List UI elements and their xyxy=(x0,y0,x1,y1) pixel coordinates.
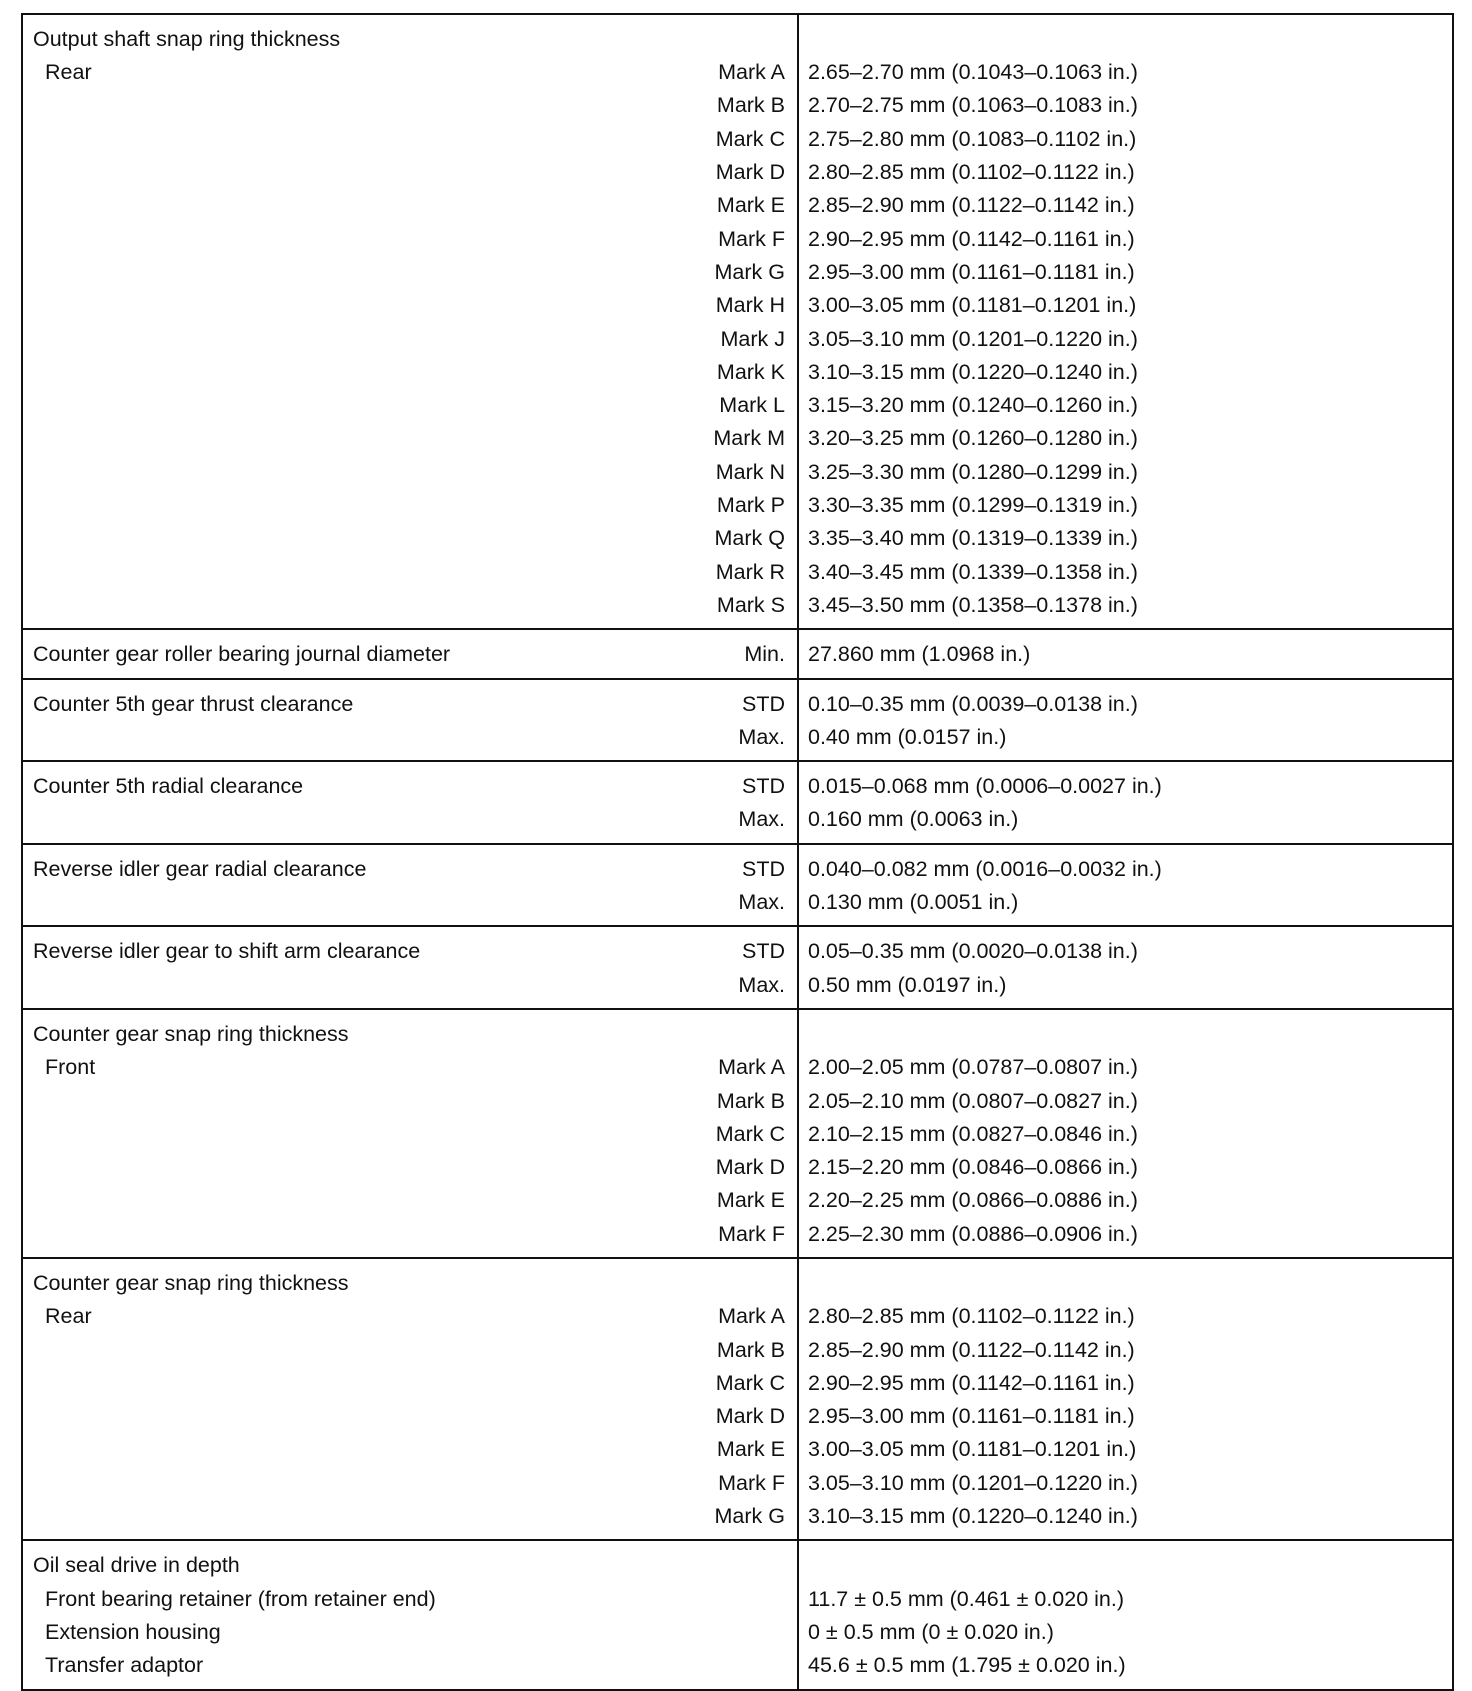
spec-sublabel: Front xyxy=(45,1055,96,1080)
spec-value: 0.50 mm (0.0197 in.) xyxy=(808,972,1007,997)
mark-label: Mark F xyxy=(718,1221,785,1246)
mark-label: Mark G xyxy=(714,259,785,284)
spec-section xyxy=(23,15,1452,628)
spec-row-left xyxy=(23,1151,798,1184)
spec-value: 2.80–2.85 mm (0.1102–0.1122 in.) xyxy=(808,160,1135,185)
mark-label: Mark A xyxy=(718,60,785,85)
mark-label: Mark J xyxy=(720,326,785,351)
spec-qualifier: Max. xyxy=(738,724,785,749)
mark-label: Mark M xyxy=(713,426,785,451)
spec-row-left xyxy=(23,1500,798,1533)
spec-row-left xyxy=(23,289,798,322)
spec-row xyxy=(23,289,1452,322)
mark-label: Mark C xyxy=(715,126,785,151)
spec-row-left xyxy=(23,1616,798,1649)
spec-value: 2.70–2.75 mm (0.1063–0.1083 in.) xyxy=(808,93,1138,118)
spec-sublabel: Rear xyxy=(45,1304,92,1329)
spec-title: Counter gear roller bearing journal diameter xyxy=(33,642,451,667)
spec-row xyxy=(23,638,1452,671)
spec-row xyxy=(23,589,1452,622)
mark-label: Mark L xyxy=(719,393,785,418)
spec-sublabel: Transfer adaptor xyxy=(45,1653,204,1678)
spec-title: Counter gear snap ring thickness xyxy=(33,1270,349,1295)
mark-label: Mark K xyxy=(716,359,785,384)
spec-qualifier: STD xyxy=(742,939,785,964)
spec-section xyxy=(23,1257,1452,1539)
spec-row-left xyxy=(23,423,798,456)
spec-row xyxy=(23,156,1452,189)
spec-row-left xyxy=(23,489,798,522)
spec-row xyxy=(23,935,1452,968)
spec-row xyxy=(23,1185,1452,1218)
spec-row xyxy=(23,1367,1452,1400)
spec-value: 3.00–3.05 mm (0.1181–0.1201 in.) xyxy=(808,293,1137,318)
spec-row xyxy=(23,56,1452,89)
spec-row-left xyxy=(23,56,798,89)
spec-value: 2.75–2.80 mm (0.1083–0.1102 in.) xyxy=(808,126,1137,151)
spec-row xyxy=(23,1400,1452,1433)
spec-row xyxy=(23,323,1452,356)
spec-section xyxy=(23,1539,1452,1688)
mark-label: Mark F xyxy=(718,1470,785,1495)
mark-label: Mark B xyxy=(716,93,785,118)
mark-label: Mark A xyxy=(718,1055,785,1080)
spec-value: 3.20–3.25 mm (0.1260–0.1280 in.) xyxy=(808,426,1138,451)
spec-row-left xyxy=(23,1185,798,1218)
spec-row-left xyxy=(23,1400,798,1433)
mark-label: Mark D xyxy=(715,1155,785,1180)
spec-title: Counter 5th radial clearance xyxy=(33,774,304,799)
spec-row xyxy=(23,1267,1452,1300)
spec-section xyxy=(23,628,1452,677)
spec-qualifier: Min. xyxy=(744,642,785,667)
spec-value: 0.130 mm (0.0051 in.) xyxy=(808,890,1019,915)
spec-table xyxy=(21,13,1454,1691)
spec-row-left xyxy=(23,1367,798,1400)
spec-row xyxy=(23,969,1452,1002)
spec-row xyxy=(23,189,1452,222)
spec-row-left xyxy=(23,1085,798,1118)
mark-label: Mark E xyxy=(716,193,785,218)
spec-value: 3.05–3.10 mm (0.1201–0.1220 in.) xyxy=(808,1470,1138,1495)
spec-section xyxy=(23,925,1452,1008)
spec-row xyxy=(23,123,1452,156)
spec-title: Output shaft snap ring thickness xyxy=(33,26,341,51)
spec-row xyxy=(23,522,1452,555)
spec-value: 0.05–0.35 mm (0.0020–0.0138 in.) xyxy=(808,939,1138,964)
spec-value: 2.95–3.00 mm (0.1161–0.1181 in.) xyxy=(808,1404,1135,1429)
mark-label: Mark C xyxy=(715,1370,785,1395)
spec-row-left xyxy=(23,1218,798,1251)
spec-value: 3.15–3.20 mm (0.1240–0.1260 in.) xyxy=(808,393,1138,418)
spec-row-left xyxy=(23,804,798,837)
mark-label: Mark Q xyxy=(714,526,785,551)
spec-row xyxy=(23,90,1452,123)
spec-row xyxy=(23,356,1452,389)
spec-value: 0.40 mm (0.0157 in.) xyxy=(808,724,1007,749)
spec-title: Reverse idler gear radial clearance xyxy=(33,856,367,881)
mark-label: Mark P xyxy=(716,493,785,518)
mark-label: Mark B xyxy=(716,1337,785,1362)
spec-section xyxy=(23,678,1452,761)
spec-row-left xyxy=(23,223,798,256)
spec-row-left xyxy=(23,721,798,754)
spec-qualifier: Max. xyxy=(738,890,785,915)
spec-value: 3.00–3.05 mm (0.1181–0.1201 in.) xyxy=(808,1437,1137,1462)
spec-value: 0.040–0.082 mm (0.0016–0.0032 in.) xyxy=(808,856,1162,881)
spec-qualifier: STD xyxy=(742,691,785,716)
spec-row-left xyxy=(23,1051,798,1084)
spec-row-left xyxy=(23,770,798,803)
spec-row-left xyxy=(23,1018,798,1051)
spec-row xyxy=(23,1300,1452,1333)
spec-row xyxy=(23,423,1452,456)
spec-sections xyxy=(23,15,1452,1689)
spec-row-left xyxy=(23,853,798,886)
spec-row-left xyxy=(23,123,798,156)
spec-row xyxy=(23,489,1452,522)
spec-value: 2.65–2.70 mm (0.1043–0.1063 in.) xyxy=(808,60,1138,85)
spec-qualifier: STD xyxy=(742,856,785,881)
mark-label: Mark G xyxy=(714,1504,785,1529)
spec-row xyxy=(23,804,1452,837)
spec-section xyxy=(23,760,1452,843)
spec-row-left xyxy=(23,323,798,356)
spec-row xyxy=(23,688,1452,721)
spec-row xyxy=(23,1118,1452,1151)
spec-sublabel: Rear xyxy=(45,60,92,85)
spec-value: 3.05–3.10 mm (0.1201–0.1220 in.) xyxy=(808,326,1138,351)
mark-label: Mark B xyxy=(716,1088,785,1113)
spec-sublabel: Extension housing xyxy=(45,1619,221,1644)
spec-row xyxy=(23,1018,1452,1051)
spec-row-left xyxy=(23,1467,798,1500)
spec-value: 2.00–2.05 mm (0.0787–0.0807 in.) xyxy=(808,1055,1138,1080)
spec-row-left xyxy=(23,1300,798,1333)
spec-value: 2.05–2.10 mm (0.0807–0.0827 in.) xyxy=(808,1088,1138,1113)
mark-label: Mark F xyxy=(718,226,785,251)
spec-value: 3.35–3.40 mm (0.1319–0.1339 in.) xyxy=(808,526,1138,551)
spec-row-left xyxy=(23,256,798,289)
spec-row-left xyxy=(23,90,798,123)
spec-value: 11.7 ± 0.5 mm (0.461 ± 0.020 in.) xyxy=(808,1586,1125,1611)
spec-row-left xyxy=(23,1549,798,1582)
spec-value: 27.860 mm (1.0968 in.) xyxy=(808,642,1031,667)
spec-value: 2.25–2.30 mm (0.0886–0.0906 in.) xyxy=(808,1221,1138,1246)
spec-qualifier: STD xyxy=(742,774,785,799)
spec-row-left xyxy=(23,886,798,919)
spec-value: 2.85–2.90 mm (0.1122–0.1142 in.) xyxy=(808,1337,1135,1362)
spec-value: 3.10–3.15 mm (0.1220–0.1240 in.) xyxy=(808,1504,1138,1529)
spec-row xyxy=(23,1467,1452,1500)
spec-title: Counter gear snap ring thickness xyxy=(33,1021,349,1046)
mark-label: Mark A xyxy=(718,1304,785,1329)
spec-row xyxy=(23,556,1452,589)
spec-row xyxy=(23,1549,1452,1582)
spec-row-left xyxy=(23,1434,798,1467)
spec-row-left xyxy=(23,389,798,422)
spec-value: 3.25–3.30 mm (0.1280–0.1299 in.) xyxy=(808,459,1138,484)
spec-row xyxy=(23,770,1452,803)
spec-row-left xyxy=(23,1334,798,1367)
spec-title: Counter 5th gear thrust clearance xyxy=(33,691,354,716)
spec-row xyxy=(23,853,1452,886)
mark-label: Mark N xyxy=(715,459,785,484)
spec-row xyxy=(23,1151,1452,1184)
spec-row-left xyxy=(23,935,798,968)
spec-value: 0.10–0.35 mm (0.0039–0.0138 in.) xyxy=(808,691,1138,716)
spec-row xyxy=(23,1218,1452,1251)
spec-row-left xyxy=(23,556,798,589)
spec-value: 0 ± 0.5 mm (0 ± 0.020 in.) xyxy=(808,1619,1054,1644)
spec-sublabel: Front bearing retainer (from retainer end) xyxy=(45,1586,436,1611)
spec-value: 2.90–2.95 mm (0.1142–0.1161 in.) xyxy=(808,226,1135,251)
spec-value: 3.40–3.45 mm (0.1339–0.1358 in.) xyxy=(808,559,1138,584)
mark-label: Mark E xyxy=(716,1437,785,1462)
spec-row xyxy=(23,223,1452,256)
spec-row xyxy=(23,1434,1452,1467)
spec-title: Oil seal drive in depth xyxy=(33,1553,240,1578)
spec-row xyxy=(23,1500,1452,1533)
spec-row xyxy=(23,456,1452,489)
mark-label: Mark R xyxy=(715,559,785,584)
spec-value: 3.10–3.15 mm (0.1220–0.1240 in.) xyxy=(808,359,1138,384)
spec-value: 3.45–3.50 mm (0.1358–0.1378 in.) xyxy=(808,592,1138,617)
mark-label: Mark H xyxy=(715,293,785,318)
spec-value: 45.6 ± 0.5 mm (1.795 ± 0.020 in.) xyxy=(808,1653,1126,1678)
spec-row xyxy=(23,389,1452,422)
spec-value: 3.30–3.35 mm (0.1299–0.1319 in.) xyxy=(808,493,1138,518)
spec-title: Reverse idler gear to shift arm clearance xyxy=(33,939,421,964)
spec-row xyxy=(23,1334,1452,1367)
spec-value: 2.95–3.00 mm (0.1161–0.1181 in.) xyxy=(808,259,1135,284)
spec-value: 2.20–2.25 mm (0.0866–0.0886 in.) xyxy=(808,1188,1138,1213)
spec-row-left xyxy=(23,1118,798,1151)
spec-row xyxy=(23,23,1452,56)
mark-label: Mark D xyxy=(715,1404,785,1429)
mark-label: Mark E xyxy=(716,1188,785,1213)
spec-row-left xyxy=(23,688,798,721)
spec-value: 2.85–2.90 mm (0.1122–0.1142 in.) xyxy=(808,193,1135,218)
spec-value: 0.160 mm (0.0063 in.) xyxy=(808,807,1019,832)
spec-row-left xyxy=(23,522,798,555)
spec-row-left xyxy=(23,23,798,56)
mark-label: Mark S xyxy=(716,592,785,617)
spec-section xyxy=(23,843,1452,926)
spec-row xyxy=(23,721,1452,754)
spec-row xyxy=(23,1583,1452,1616)
spec-qualifier: Max. xyxy=(738,972,785,997)
spec-section xyxy=(23,1008,1452,1257)
spec-value: 2.80–2.85 mm (0.1102–0.1122 in.) xyxy=(808,1304,1135,1329)
spec-row-left xyxy=(23,1267,798,1300)
spec-row-left xyxy=(23,638,798,671)
spec-row-left xyxy=(23,1583,798,1616)
spec-row-left xyxy=(23,156,798,189)
spec-row xyxy=(23,256,1452,289)
spec-row xyxy=(23,886,1452,919)
spec-row xyxy=(23,1649,1452,1682)
spec-value: 0.015–0.068 mm (0.0006–0.0027 in.) xyxy=(808,774,1162,799)
mark-label: Mark C xyxy=(715,1121,785,1146)
spec-row xyxy=(23,1051,1452,1084)
spec-row xyxy=(23,1616,1452,1649)
spec-row-left xyxy=(23,456,798,489)
spec-value: 2.10–2.15 mm (0.0827–0.0846 in.) xyxy=(808,1121,1138,1146)
spec-row xyxy=(23,1085,1452,1118)
spec-row-left xyxy=(23,189,798,222)
spec-row-left xyxy=(23,589,798,622)
mark-label: Mark D xyxy=(715,160,785,185)
spec-row-left xyxy=(23,356,798,389)
spec-value: 2.15–2.20 mm (0.0846–0.0866 in.) xyxy=(808,1155,1138,1180)
spec-row-left xyxy=(23,969,798,1002)
spec-qualifier: Max. xyxy=(738,807,785,832)
spec-row-left xyxy=(23,1649,798,1682)
spec-value: 2.90–2.95 mm (0.1142–0.1161 in.) xyxy=(808,1370,1135,1395)
